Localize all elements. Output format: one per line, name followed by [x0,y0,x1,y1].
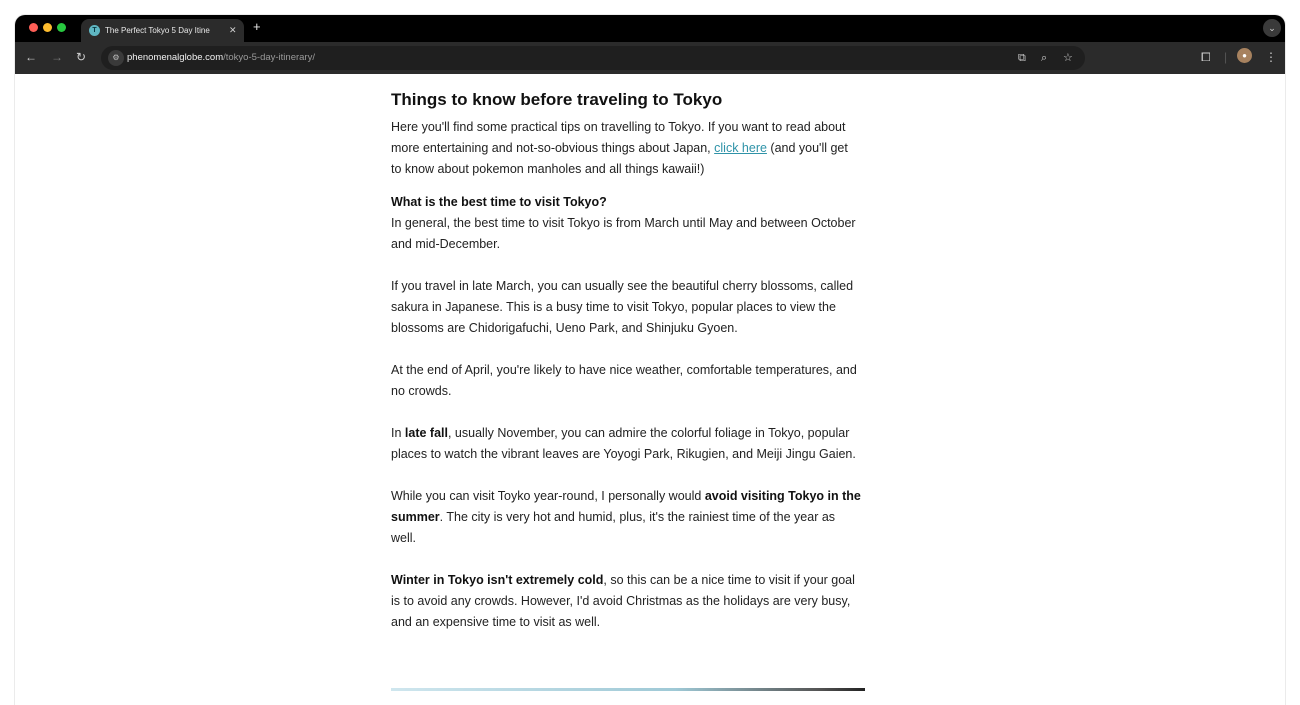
end-april-paragraph: At the end of April, you're likely to have nice weather, comfortable temperatures, and no crowds. [391,363,857,398]
intro-text: Here you'll find some practical tips on travelling to Tokyo. If you want to read about more entertaining and not-so-obvious things about Japan, [391,120,846,155]
browser-toolbar [15,42,1285,74]
close-window-button[interactable] [29,23,38,32]
address-bar[interactable] [101,46,1085,70]
reload-icon[interactable]: ↻ [76,50,87,64]
url-path: /tokyo-5-day-itinerary/ [223,52,315,63]
winter-bold: Winter in Tokyo isn't extremely cold [391,573,604,587]
summer-text: While you can visit Toyko year-round, I personally would [391,489,705,503]
cast-icon[interactable]: ⧉ [1018,52,1026,64]
summer-text-after: . The city is very hot and humid, plus, it's the rainiest time of the year as well. [391,510,836,545]
winter-text-after: , so this can be a nice time to visit if your goal is to avoid any crowds. However, I'd avoid Christmas as the holidays are very busy, and an expensive time to visit as well. [391,573,855,629]
extensions-puzzle-icon[interactable]: ⧠ [1201,50,1211,64]
winter-paragraph [391,570,861,633]
best-time-question: What is the best time to visit Tokyo? [391,195,607,209]
toolbar-divider: | [1224,50,1228,64]
bookmark-star-icon[interactable]: ☆ [1063,52,1073,64]
summer-bold: avoid visiting Tokyo in the summer [391,489,861,524]
intro-paragraph [391,117,861,180]
new-tab-button[interactable]: + [253,19,261,34]
late-fall-text: In [391,426,405,440]
close-tab-icon[interactable]: ✕ [229,25,237,35]
best-time-paragraph [391,192,861,255]
tab-active[interactable] [81,19,244,42]
more-menu-icon[interactable]: ⋮ [1265,50,1277,64]
forward-arrow-icon[interactable]: → [51,50,63,64]
browser-window [15,15,1285,705]
tab-title: The Perfect Tokyo 5 Day Itine [105,26,210,35]
url-text[interactable] [127,52,315,64]
back-arrow-icon[interactable]: ← [25,50,37,64]
best-time-answer: In general, the best time to visit Tokyo is from March until May and between October and mid-December. [391,216,856,251]
zoom-window-button[interactable] [57,23,66,32]
next-image-edge [391,688,865,691]
profile-avatar[interactable]: ● [1237,48,1252,63]
late-fall-bold: late fall [404,426,448,440]
minimize-window-button[interactable] [43,23,52,32]
article-content [391,87,861,633]
site-info-icon[interactable]: ⚙ [108,50,124,66]
late-march-paragraph: If you travel in late March, you can usually see the beautiful cherry blossoms, called sakura in Japanese. This is a busy time to visit Tokyo, popular places to view the blossoms are Chidorigafuchi, Ueno Park, and Shinjuku Gyoen. [391,279,854,335]
late-fall-paragraph [391,423,861,465]
click-here-link[interactable]: click here [714,141,767,155]
zoom-icon[interactable]: ⌕ [1041,52,1048,64]
summer-paragraph [391,486,861,549]
tab-strip [15,15,1285,42]
section-heading: Things to know before traveling to Tokyo [391,90,723,109]
intro-text-after: (and you'll get to know about pokemon manholes and all things kawaii!) [391,141,848,176]
late-fall-text-after: , usually November, you can admire the colorful foliage in Tokyo, popular places to watch the vibrant leaves are Yoyogi Park, Rikugien, and Meiji Jingu Gaien. [391,426,856,461]
url-host: phenomenalglobe.com [127,52,224,63]
tab-search-chevron-icon[interactable]: ⌄ [1263,19,1281,37]
site-favicon-icon: T [89,25,100,36]
